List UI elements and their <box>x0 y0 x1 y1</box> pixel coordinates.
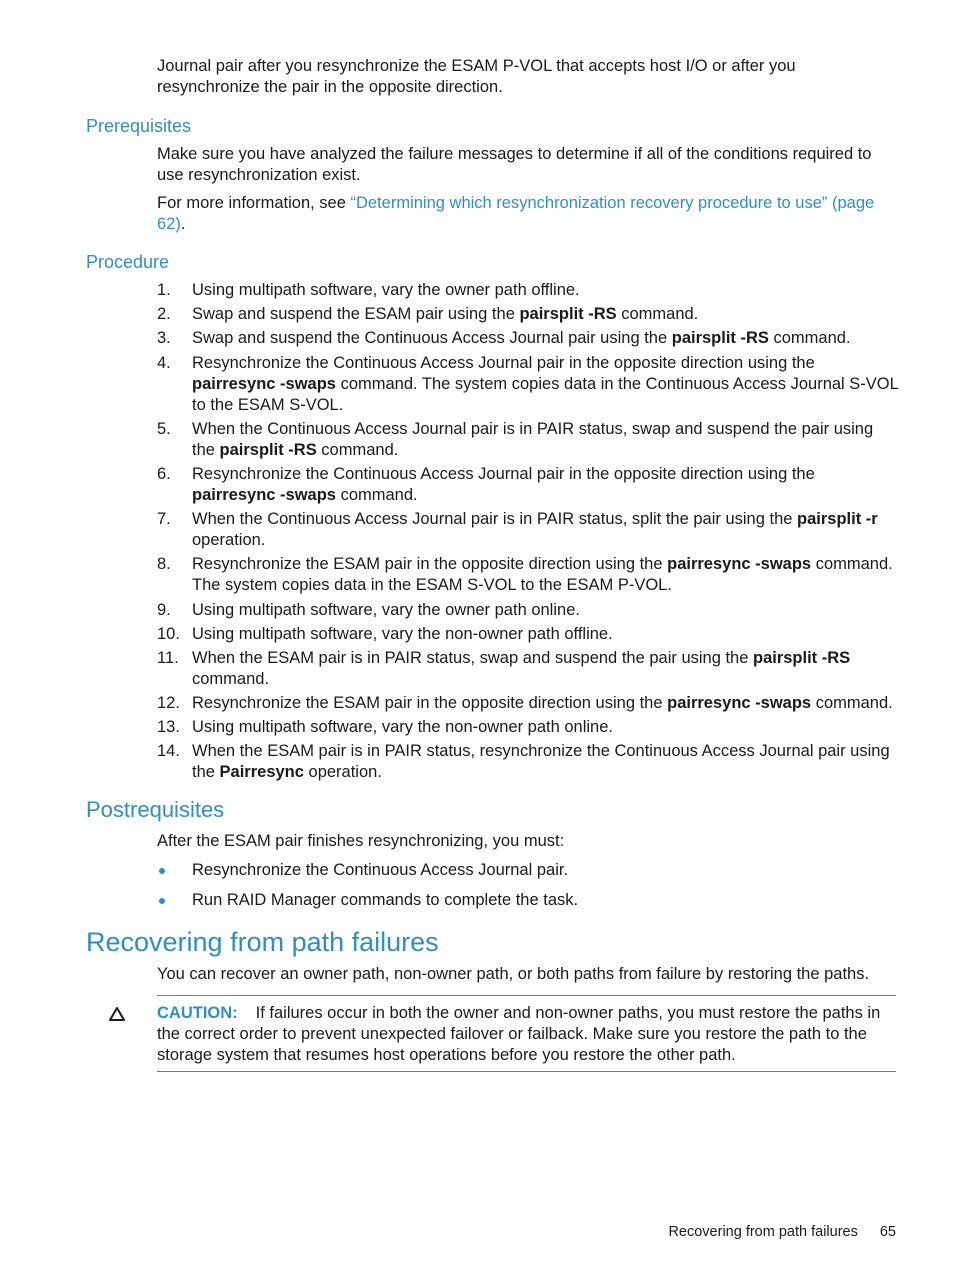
step-text: Using multipath software, vary the owner path offline. <box>192 281 580 299</box>
step-text: When the Continuous Access Journal pair is in PAIR status, swap and suspend the pair using the <box>192 419 874 459</box>
section-intro-paragraph: You can recover an owner path, non-owner path, or both paths from failure by restoring the paths. <box>157 965 870 983</box>
step-text: Swap and suspend the ESAM pair using the <box>192 305 520 324</box>
step-text: When the ESAM pair is in PAIR status, resynchronize the Continuous Access Journal pair using the <box>192 742 890 782</box>
step-number: 5. <box>157 419 171 438</box>
step-text: command. <box>316 440 399 459</box>
postrequisites-heading: Postrequisites <box>86 797 225 822</box>
postrequisite-text: Run RAID Manager commands to complete the task. <box>192 891 579 909</box>
procedure-step <box>157 304 899 325</box>
step-text: Resynchronize the Continuous Access Journal pair in the opposite direction using the <box>192 464 815 483</box>
step-text: command. <box>768 329 851 348</box>
step-text: operation. <box>192 531 266 550</box>
step-text: Resynchronize the ESAM pair in the opposite direction using the <box>192 694 668 713</box>
intro-paragraph: Journal pair after you resynchronize the ESAM P-VOL that accepts host I/O or after you resynchronize the pair in the opposite direction. <box>157 57 796 96</box>
procedure-step <box>157 464 899 506</box>
procedure-step <box>157 554 899 596</box>
more-info-suffix: . <box>180 215 186 233</box>
section-heading: Recovering from path failures <box>86 927 439 957</box>
step-command: pairsplit -r <box>797 510 878 529</box>
procedure-step <box>157 624 899 645</box>
step-command: pairsplit -RS <box>219 440 317 459</box>
procedure-step <box>157 741 899 783</box>
step-text: command. <box>336 485 418 504</box>
prerequisites-heading: Prerequisites <box>86 116 192 136</box>
step-number: 2. <box>157 305 171 324</box>
caution-box <box>157 995 896 1072</box>
step-command: pairresync -swaps <box>192 374 336 393</box>
step-number: 12. <box>157 694 180 713</box>
postrequisite-item <box>157 860 897 881</box>
procedure-step <box>157 280 899 301</box>
step-text: command. The system copies data in the ESAM S-VOL to the ESAM P-VOL. <box>192 555 893 595</box>
caution-text: If failures occur in both the owner and non-owner paths, you must restore the paths in the correct order to prevent unexpected failover or failback. Make sure you restore the path to the storage system that resumes host operations before you restore the other path. <box>157 1004 881 1064</box>
procedure-steps-list <box>157 280 899 787</box>
step-text: command. <box>811 694 893 713</box>
step-number: 1. <box>157 281 171 299</box>
procedure-step <box>157 717 899 738</box>
footer-title: Recovering from path failures <box>668 1224 858 1240</box>
bullet-icon <box>159 898 165 904</box>
step-text: Using multipath software, vary the owner path online. <box>192 600 580 619</box>
step-text: operation. <box>303 763 382 782</box>
procedure-step <box>157 600 899 621</box>
caution-label: CAUTION: <box>157 1004 238 1022</box>
step-number: 10. <box>157 624 180 643</box>
page-number: 65 <box>879 1224 896 1240</box>
procedure-step <box>157 353 899 416</box>
step-text: command. The system copies data in the Continuous Access Journal S-VOL to the ESAM S-VOL. <box>192 374 899 414</box>
procedure-heading: Procedure <box>86 252 170 272</box>
step-number: 8. <box>157 555 171 574</box>
step-text: When the ESAM pair is in PAIR status, swap and suspend the pair using the <box>192 648 753 667</box>
procedure-step <box>157 328 899 349</box>
postrequisites-paragraph: After the ESAM pair finishes resynchronizing, you must: <box>157 832 565 850</box>
step-text: When the Continuous Access Journal pair is in PAIR status, split the pair using the <box>192 510 798 529</box>
step-number: 4. <box>157 353 171 372</box>
step-number: 3. <box>157 329 171 348</box>
step-number: 11. <box>157 648 179 667</box>
step-number: 7. <box>157 510 171 529</box>
step-command: pairresync -swaps <box>667 694 812 713</box>
caution-triangle-icon <box>108 1006 126 1022</box>
page-footer <box>668 1222 896 1243</box>
step-command: pairresync -swaps <box>192 485 336 504</box>
step-text: command. <box>616 305 699 324</box>
procedure-step <box>157 693 899 714</box>
step-command: Pairresync <box>219 763 304 782</box>
procedure-step <box>157 648 899 690</box>
step-text: Resynchronize the Continuous Access Journal pair in the opposite direction using the <box>192 353 815 372</box>
procedure-step <box>157 419 899 461</box>
more-info-prefix: For more information, see <box>157 194 351 212</box>
postrequisites-list <box>157 860 897 920</box>
procedure-step <box>157 509 899 551</box>
procedure-reference-link[interactable]: “Determining which resynchronization recovery procedure to use” (page 62) <box>157 194 875 233</box>
step-command: pairsplit -RS <box>519 305 617 324</box>
step-number: 9. <box>157 600 171 619</box>
step-command: pairsplit -RS <box>671 329 769 348</box>
step-command: pairresync -swaps <box>667 555 812 574</box>
step-number: 6. <box>157 464 171 483</box>
step-text: command. <box>192 669 270 688</box>
step-text: Swap and suspend the Continuous Access Journal pair using the <box>192 329 672 348</box>
step-text: Using multipath software, vary the non-owner path online. <box>192 718 613 737</box>
step-number: 14. <box>157 742 180 761</box>
step-command: pairsplit -RS <box>753 648 851 667</box>
postrequisite-text: Resynchronize the Continuous Access Journal pair. <box>192 861 569 879</box>
postrequisite-item <box>157 890 897 911</box>
bullet-icon <box>159 868 165 874</box>
prerequisites-paragraph: Make sure you have analyzed the failure messages to determine if all of the conditions required to use resynchronization exist. <box>157 145 872 184</box>
more-info-paragraph <box>157 193 897 235</box>
step-text: Using multipath software, vary the non-owner path offline. <box>192 624 613 643</box>
step-text: Resynchronize the ESAM pair in the opposite direction using the <box>192 555 668 574</box>
step-number: 13. <box>157 718 180 737</box>
